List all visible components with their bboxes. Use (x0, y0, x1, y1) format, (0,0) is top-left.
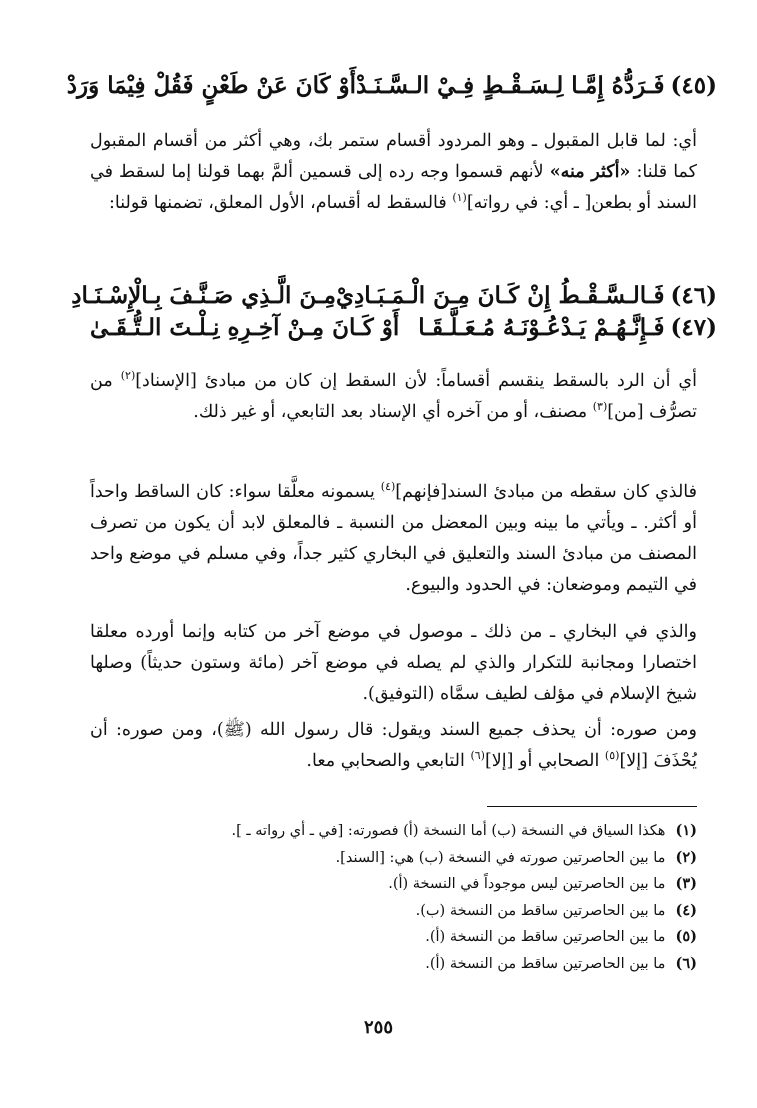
verse-first-hemistich: (٤٥)فَـرَدُّهُ إِمَّـا لِـسَـقْـطٍ فِـيْ الـسَّـنَـدْ (356, 72, 717, 99)
verse-number: (٤٦) (670, 282, 717, 309)
verse-number: (٤٥) (670, 72, 717, 99)
verse-45 (66, 72, 717, 99)
footnote-separator (487, 806, 697, 807)
verse-46 (71, 282, 717, 309)
footnote-ref: (١) (452, 191, 467, 205)
paragraph-1: أي: لما قابل المقبول ـ وهو المردود أقسام ستمر بك، وهي أكثر من أقسام المقبول كما قلنا: «أكثر منه» لأنهم قسموا وجه رده إلى قسمين ألمَّ بهما قولنا إما لسقط في السند أو بطعن[ ـ أي: في رواته]$^{(١)}$ فالسقط له أقسام، الأول المعلق، تضمنها قولنا: (90, 131, 698, 213)
quoted-phrase: «أكثر منه» (549, 162, 631, 182)
paragraph-3: فالذي كان سقطه من مبادئ السند[فإنهم]$^{(٤)}$ يسمونه معلَّقا سواء: كان الساقط واحداً أو أكثر. ـ ويأتي ما بينه وبين المعضل من النسبة ـ فالمعلق لابد أن يكون من تصرف المصنف من مبادئ السند والتعليق في البخاري كثير جداً، وفي مسلم في موضع واحد في التيمم وموضعان: في الحدود والبيوع. (90, 480, 697, 595)
footnote-ref: (٢) (120, 369, 136, 383)
verse-second-hemistich: أَوْ كَانَ عَنْ طَعْنٍ فَقُلْ فِيْمَا وَرَدْ (66, 72, 357, 99)
verse-47 (90, 314, 717, 341)
footnote: (٦)ما بين الحاصرتين ساقط من النسخة (أ). (425, 954, 697, 972)
footnote-ref: (٣) (592, 400, 608, 414)
footnote-ref: (٦) (470, 749, 485, 763)
footnotes (90, 818, 697, 977)
verse-first-hemistich: (٤٧)فَـإِنَّـهُـمْ يَـدْعُـوْنَـهُ مُـعَـلَّـقَـا (418, 314, 717, 341)
footnote-ref: (٤) (380, 480, 396, 494)
footnote: (١)هكذا السياق في النسخة (ب) أما النسخة (أ) فصورته: [في ـ أي رواته ـ ]. (231, 822, 697, 839)
verse-number: (٤٧) (670, 314, 717, 341)
footnote: (٤)ما بين الحاصرتين ساقط من النسخة (ب). (415, 901, 697, 919)
paragraph-4: والذي في البخاري ـ من ذلك ـ موصول في موضع آخر من كتابه وإنما أورده معلقا اختصارا ومجانبة للتكرار والذي لم يصله في موضع آخر (مائة وستون حديثاً) وصلها شيخ الإسلام في مؤلف لطيف سمَّاه (التوفيق). (90, 622, 697, 704)
footnote: (٢)ما بين الحاصرتين صورته في النسخة (ب) هي: [السند]. (335, 848, 697, 866)
paragraph-2: أي أن الرد بالسقط ينقسم أقساماً: لأن السقط إن كان من مبادئ [الإسناد]$^{(٢)}$ من تصرُّف [من]$^{(٣)}$ مصنف، أو من آخره أي الإسناد بعد التابعي، أو غير ذلك. (90, 369, 697, 422)
page-number: ٢٥٥ (363, 1017, 393, 1038)
paragraph-5: ومن صوره: أن يحذف جميع السند ويقول: قال رسول الله (ﷺ)، ومن صوره: أن يُحْذَفَ [إلا]$^{(٥)}$ الصحابي أو [إلا]$^{(٦)}$ التابعي والصحابي معا. (90, 720, 697, 771)
verse-first-hemistich: (٤٦)فَـالـسَّـقْـطُ إِنْ كَـانَ مِـنَ الْـمَـبَـادِيْ (335, 282, 717, 309)
footnote: (٥)ما بين الحاصرتين ساقط من النسخة (أ). (425, 928, 697, 945)
footnote-ref: (٥) (604, 749, 620, 763)
verse-second-hemistich: مِـنَ الَّـذِي صَـنَّـفَ بِـالْإِسْـنَـادِ (71, 282, 336, 309)
footnote: (٣)ما بين الحاصرتين ليس موجوداً في النسخة (أ). (388, 875, 697, 892)
verse-second-hemistich: أَوْ كَـانَ مِـنْ آخِـرِهِ نِـلْـتَ الـتُّـقَـىٰ (90, 314, 400, 341)
